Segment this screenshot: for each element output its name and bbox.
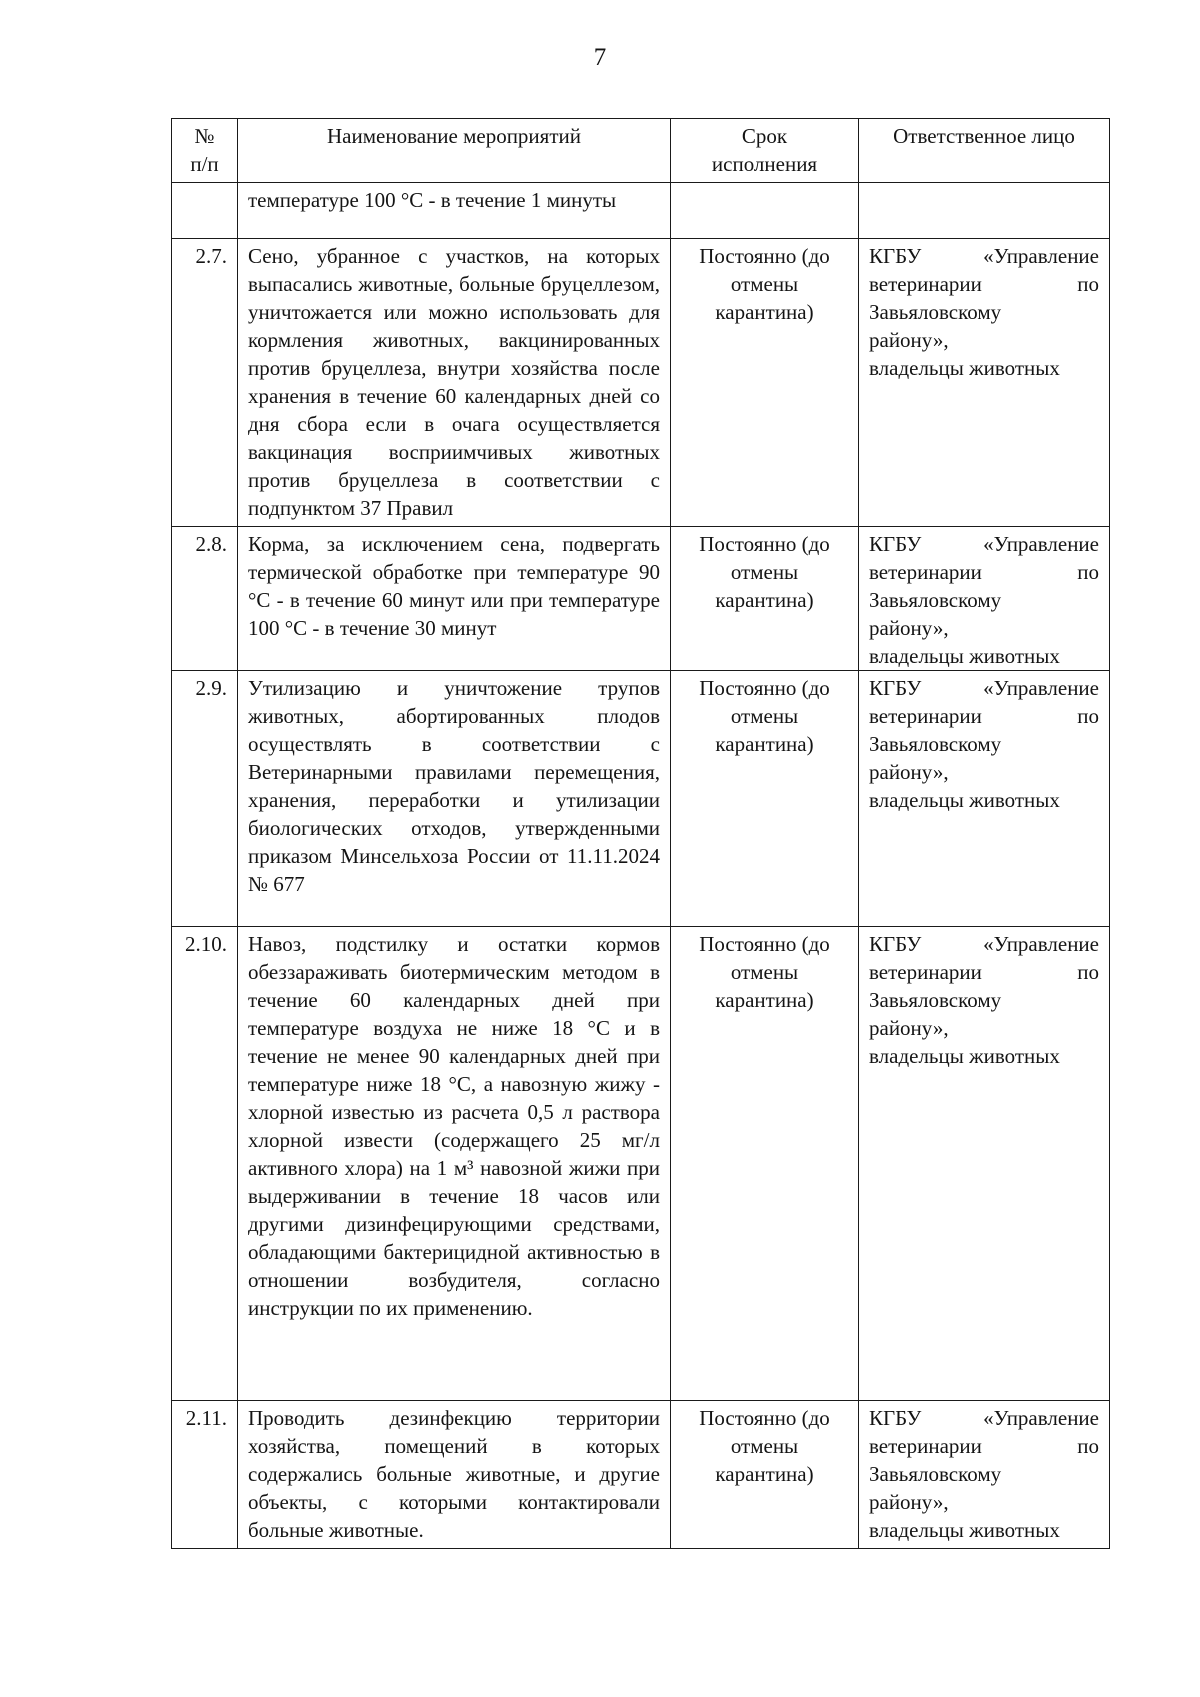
responsible-line: району», — [869, 760, 949, 784]
table-row — [172, 1401, 1110, 1549]
responsible-line: району», — [869, 616, 949, 640]
responsible-word: ветеринарии — [869, 560, 982, 584]
responsible-line: району», — [869, 328, 949, 352]
responsible-line — [869, 242, 1099, 270]
responsible-line — [869, 270, 1099, 298]
row-responsible — [859, 527, 1110, 671]
header-term — [671, 119, 859, 183]
row-responsible — [859, 1401, 1110, 1549]
responsible-word: по — [1077, 1434, 1099, 1458]
responsible-word: КГБУ — [869, 1406, 922, 1430]
header-term-line-2: исполнения — [711, 152, 818, 176]
responsible-line: владельцы животных — [869, 356, 1060, 380]
table-row — [172, 927, 1110, 1401]
responsible-word: КГБУ — [869, 244, 922, 268]
row-term: Постоянно (до отмены карантина) — [671, 527, 859, 671]
header-responsible: Ответственное лицо — [859, 119, 1110, 183]
responsible-line — [869, 530, 1099, 558]
responsible-line: владельцы животных — [869, 788, 1060, 812]
row-term — [671, 183, 859, 239]
responsible-word: «Управление — [983, 1406, 1099, 1430]
responsible-word: по — [1077, 272, 1099, 296]
row-responsible — [859, 239, 1110, 527]
responsible-line: владельцы животных — [869, 644, 1060, 668]
row-term: Постоянно (до отмены карантина) — [671, 671, 859, 927]
responsible-word: КГБУ — [869, 676, 922, 700]
responsible-line: району», — [869, 1016, 949, 1040]
row-term: Постоянно (до отмены карантина) — [671, 239, 859, 527]
responsible-word: КГБУ — [869, 532, 922, 556]
row-measure-text: Корма, за исключением сена, подвергать термической обработке при температуре 90 °С - в течение 60 минут или при температуре 100 °С - в течение 30 минут — [238, 527, 671, 671]
responsible-word: по — [1077, 704, 1099, 728]
responsible-word: ветеринарии — [869, 704, 982, 728]
row-responsible — [859, 183, 1110, 239]
responsible-line: владельцы животных — [869, 1518, 1060, 1542]
responsible-line — [869, 930, 1099, 958]
responsible-line: району», — [869, 1490, 949, 1514]
page-number: 7 — [593, 44, 607, 71]
row-term: Постоянно (до отмены карантина) — [671, 927, 859, 1401]
row-number — [172, 183, 238, 239]
row-measure-text: Сено, убранное с участков, на которых выпасались животные, больные бруцеллезом, уничтожается или можно использовать для кормления животных, вакцинированных против бруцеллеза, внутри хозяйства после хранения в течение 60 календарных дней со дня сбора если в очага осуществляется вакцинация восприимчивых животных против бруцеллеза в соответствии с подпунктом 37 Правил — [238, 239, 671, 527]
responsible-word: по — [1077, 960, 1099, 984]
responsible-word: «Управление — [983, 932, 1099, 956]
row-responsible — [859, 671, 1110, 927]
row-number: 2.11. — [172, 1401, 238, 1549]
row-measure-text: Навоз, подстилку и остатки кормов обеззараживать биотермическим методом в течение 60 календарных дней при температуре воздуха не ниже 18 °С и в течение не менее 90 календарных дней при температуре ниже 18 °С, а навозную жижу - хлорной известью из расчета 0,5 л раствора хлорной извести (содержащего 25 мг/л активного хлора) на 1 м³ навозной жижи при выдерживании в течение 18 часов или другими дизинфецирующими средствами, обладающими бактерицидной активностью в отношении возбудителя, согласно инструкции по их применению. — [238, 927, 671, 1401]
responsible-line: Завьяловскому — [869, 732, 1002, 756]
responsible-line — [869, 674, 1099, 702]
responsible-word: «Управление — [983, 244, 1099, 268]
responsible-line — [869, 1432, 1099, 1460]
responsible-word: КГБУ — [869, 932, 922, 956]
header-term-line-1: Срок — [741, 124, 788, 148]
responsible-word: «Управление — [983, 532, 1099, 556]
responsible-line: Завьяловскому — [869, 1462, 1002, 1486]
responsible-word: ветеринарии — [869, 1434, 982, 1458]
responsible-line: Завьяловскому — [869, 588, 1002, 612]
header-number-line-2: п/п — [190, 152, 219, 176]
responsible-line — [869, 702, 1099, 730]
row-number: 2.10. — [172, 927, 238, 1401]
header-number — [172, 119, 238, 183]
responsible-word: ветеринарии — [869, 272, 982, 296]
row-number: 2.7. — [172, 239, 238, 527]
responsible-line: Завьяловскому — [869, 300, 1002, 324]
responsible-line: Завьяловскому — [869, 988, 1002, 1012]
row-number: 2.8. — [172, 527, 238, 671]
header-name: Наименование мероприятий — [238, 119, 671, 183]
row-responsible — [859, 927, 1110, 1401]
responsible-word: «Управление — [983, 676, 1099, 700]
responsible-line: владельцы животных — [869, 1044, 1060, 1068]
measures-table — [171, 118, 1110, 1549]
row-term: Постоянно (до отмены карантина) — [671, 1401, 859, 1549]
header-number-line-1: № — [194, 124, 215, 148]
table-row — [172, 239, 1110, 527]
row-number: 2.9. — [172, 671, 238, 927]
row-measure-text: Утилизацию и уничтожение трупов животных, абортированных плодов осуществлять в соответствии с Ветеринарными правилами перемещения, хранения, переработки и утилизации биологических отходов, утвержденными приказом Минсельхоза России от 11.11.2024 № 677 — [238, 671, 671, 927]
table-row — [172, 671, 1110, 927]
row-measure-text: температуре 100 °С - в течение 1 минуты — [238, 183, 671, 239]
table-row — [172, 183, 1110, 239]
row-measure-text: Проводить дезинфекцию территории хозяйства, помещений в которых содержались больные животные, и другие объекты, с которыми контактировали больные животные. — [238, 1401, 671, 1549]
responsible-line — [869, 1404, 1099, 1432]
responsible-line — [869, 558, 1099, 586]
table-header-row — [172, 119, 1110, 183]
responsible-word: ветеринарии — [869, 960, 982, 984]
responsible-line — [869, 958, 1099, 986]
responsible-word: по — [1077, 560, 1099, 584]
table-row — [172, 527, 1110, 671]
